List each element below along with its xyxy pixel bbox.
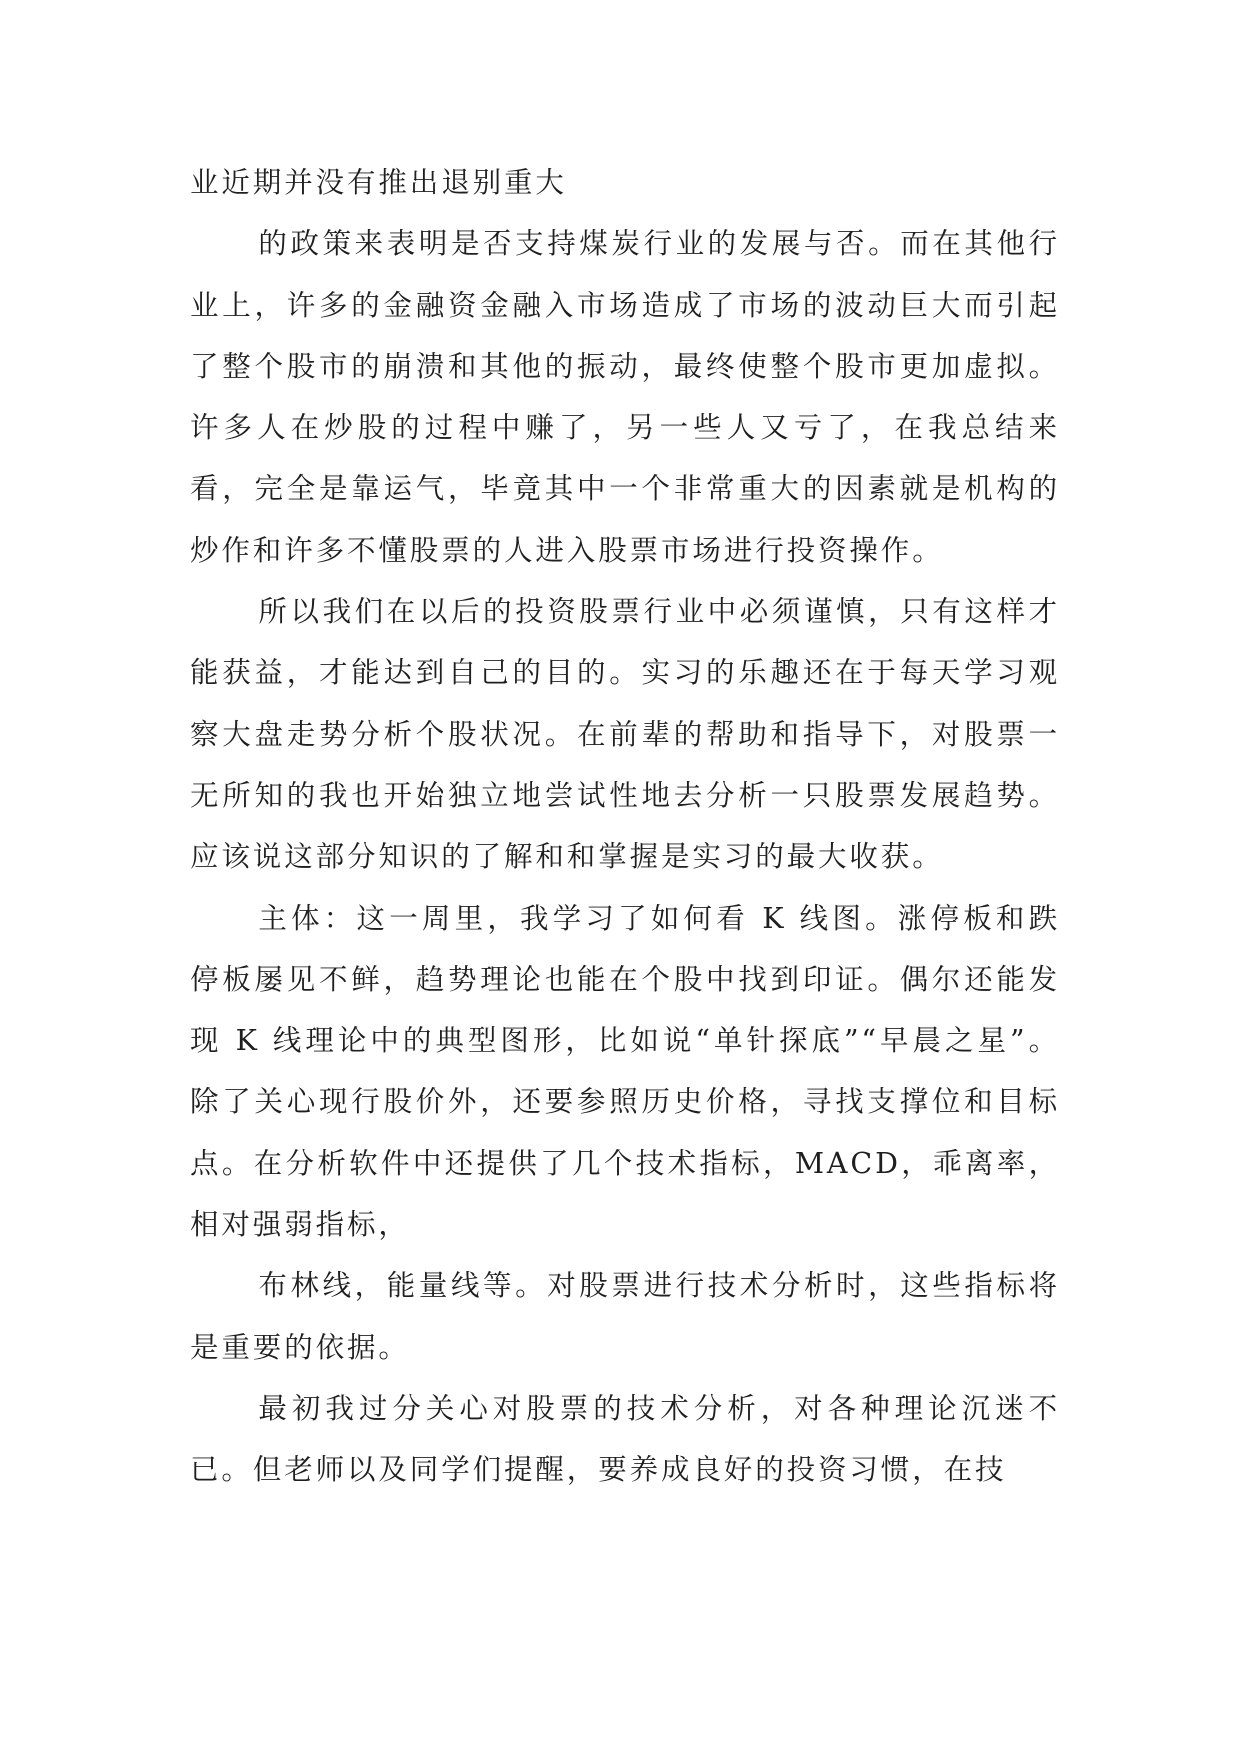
paragraph-5: 布林线，能量线等。对股票进行技术分析时，这些指标将是重要的依据。: [190, 1269, 1060, 1364]
paragraph-4: 主体：这一周里，我学习了如何看 K 线图。涨停板和跌停板屡见不鲜，趋势理论也能在个股中找到印证。偶尔还能发现 K 线理论中的典型图形，比如说“单针探底”“早晨之星”。除了关心现行股价外，还要参照历史价格，寻找支撑位和目标点。在分析软件中还提供了几个技术指标，MACD，乖离率，相对强弱指标，: [190, 901, 1060, 1242]
paragraph-1: 业近期并没有推出退别重大: [190, 166, 567, 199]
document-body: [190, 152, 1060, 1501]
paragraph-3: 所以我们在以后的投资股票行业中必须谨慎，只有这样才能获益，才能达到自己的目的。实习的乐趣还在于每天学习观察大盘走势分析个股状况。在前辈的帮助和指导下，对股票一无所知的我也开始独立地尝试性地去分析一只股票发展趋势。应该说这部分知识的了解和和掌握是实习的最大收获。: [190, 595, 1060, 874]
paragraph-6: 最初我过分关心对股票的技术分析，对各种理论沉迷不已。但老师以及同学们提醒，要养成良好的投资习惯，在技: [190, 1391, 1060, 1487]
paragraph-2: 的政策来表明是否支持煤炭行业的发展与否。而在其他行业上，许多的金融资金融入市场造成了市场的波动巨大而引起了整个股市的崩溃和其他的振动，最终使整个股市更加虚拟。许多人在炒股的过程中赚了，另一些人又亏了，在我总结来看，完全是靠运气，毕竟其中一个非常重大的因素就是机构的炒作和许多不懂股票的人进入股票市场进行投资操作。: [190, 227, 1060, 567]
